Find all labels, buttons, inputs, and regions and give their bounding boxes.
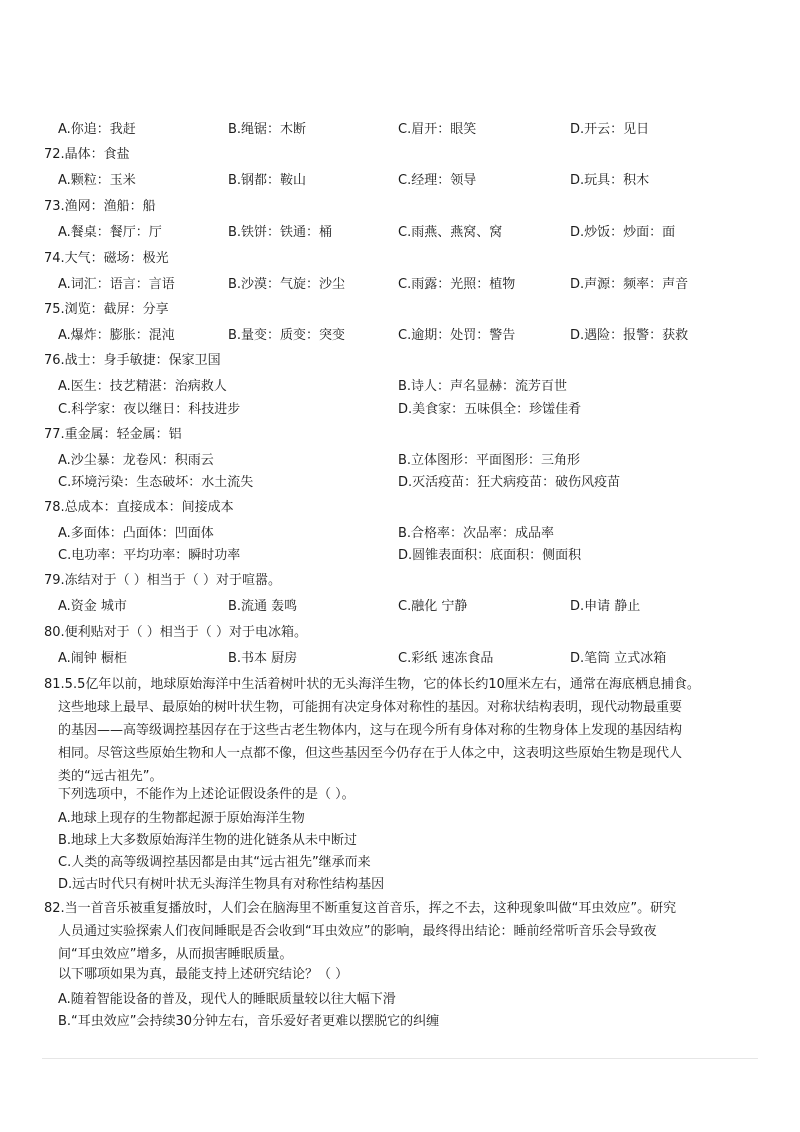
q75-option-b: B.量变：质变：突变 <box>228 328 346 343</box>
q81-prompt: 下列选项中，不能作为上述论证假设条件的是（ ）。 <box>58 787 355 802</box>
q81-stem-line-1: 81.5.5亿年以前，地球原始海洋中生活着树叶状的无头海洋生物，它的体长约10厘米左右，通常在海底栖息捕食。 <box>44 677 700 692</box>
q76-option-b: B.诗人：声名显赫：流芳百世 <box>398 379 568 394</box>
q73-option-d: D.炒饭：炒面：面 <box>570 225 676 240</box>
q72-option-d: D.玩具：积木 <box>570 173 650 188</box>
q76-option-a: A.医生：技艺精湛：治病救人 <box>58 379 227 394</box>
q77-option-d: D.灭活疫苗：狂犬病疫苗：破伤风疫苗 <box>398 475 621 490</box>
q77-option-c: C.环境污染：生态破坏：水土流失 <box>58 475 254 490</box>
q80-option-a: A.闹钟 橱柜 <box>58 651 127 666</box>
q80-option-c: C.彩纸 速冻食品 <box>398 651 494 666</box>
q78-stem: 78.总成本：直接成本：间接成本 <box>44 500 234 515</box>
q72-option-b: B.钢都：鞍山 <box>228 173 307 188</box>
q80-option-b: B.书本 厨房 <box>228 651 298 666</box>
q72-option-c: C.经理：领导 <box>398 173 477 188</box>
q80-stem: 80.便利贴对于（ ）相当于（ ）对于电冰箱。 <box>44 625 307 640</box>
q77-stem: 77.重金属：轻金属：铝 <box>44 427 182 442</box>
q82-option-b: B.“耳虫效应”会持续30分钟左右，音乐爱好者更难以摆脱它的纠缠 <box>58 1014 440 1029</box>
q82-stem-line-1: 82.当一首音乐被重复播放时，人们会在脑海里不断重复这首音乐，挥之不去，这种现象叫做“耳虫效应”。研究 <box>44 901 677 916</box>
q75-option-a: A.爆炸：膨胀：混沌 <box>58 328 175 343</box>
q79-option-a: A.资金 城市 <box>58 599 127 614</box>
q72-option-a: A.颗粒：玉米 <box>58 173 136 188</box>
q78-option-d: D.圆锥表面积：底面积：侧面积 <box>398 548 582 563</box>
q79-option-d: D.申请 静止 <box>570 599 641 614</box>
q74-option-a: A.词汇：语言：言语 <box>58 277 175 292</box>
q79-option-c: C.融化 宁静 <box>398 599 468 614</box>
q81-stem-line-4: 相同。尽管这些原始生物和人一点都不像，但这些基因至今仍存在于人体之中，这表明这些原始生物是现代人 <box>58 746 683 761</box>
q75-option-d: D.遇险：报警：获救 <box>570 328 689 343</box>
q71-option-c: C.眉开：眼笑 <box>398 122 477 137</box>
q73-option-c: C.雨燕、燕窝、窝 <box>398 225 503 240</box>
q73-stem: 73.渔网：渔船：船 <box>44 199 156 214</box>
q82-option-a: A.随着智能设备的普及，现代人的睡眠质量较以往大幅下滑 <box>58 992 396 1007</box>
q76-option-d: D.美食家：五味俱全：珍馐佳肴 <box>398 402 582 417</box>
q75-stem: 75.浏览：截屏：分享 <box>44 302 169 317</box>
q81-option-b: B.地球上大多数原始海洋生物的进化链条从未中断过 <box>58 833 358 848</box>
q77-option-a: A.沙尘暴：龙卷风：积雨云 <box>58 453 214 468</box>
q74-stem: 74.大气：磁场：极光 <box>44 251 169 266</box>
q76-option-c: C.科学家：夜以继日：科技进步 <box>58 402 241 417</box>
q77-option-b: B.立体图形：平面图形：三角形 <box>398 453 581 468</box>
q78-option-a: A.多面体：凸面体：凹面体 <box>58 526 214 541</box>
q76-stem: 76.战士：身手敏捷：保家卫国 <box>44 353 221 368</box>
q75-option-c: C.逾期：处罚：警告 <box>398 328 516 343</box>
q81-stem-line-5: 类的“远古祖先”。 <box>58 769 163 784</box>
q71-option-b: B.绳锯：木断 <box>228 122 307 137</box>
q81-option-d: D.远古时代只有树叶状无头海洋生物具有对称性结构基因 <box>58 877 385 892</box>
q74-option-d: D.声源：频率：声音 <box>570 277 689 292</box>
q72-stem: 72.晶体：食盐 <box>44 147 130 162</box>
q81-option-c: C.人类的高等级调控基因都是由其“远古祖先”继承而来 <box>58 855 371 870</box>
q79-option-b: B.流通 轰鸣 <box>228 599 298 614</box>
q71-option-a: A.你追：我赶 <box>58 122 136 137</box>
q82-stem-line-3: 间“耳虫效应”增多，从而损害睡眠质量。 <box>58 947 293 962</box>
q81-option-a: A.地球上现存的生物都起源于原始海洋生物 <box>58 811 305 826</box>
q80-option-d: D.笔筒 立式冰箱 <box>570 651 667 666</box>
q71-option-d: D.开云：见日 <box>570 122 650 137</box>
q74-option-c: C.雨露：光照：植物 <box>398 277 516 292</box>
q78-option-b: B.合格率：次品率：成品率 <box>398 526 555 541</box>
q73-option-a: A.餐桌：餐厅：厅 <box>58 225 162 240</box>
q74-option-b: B.沙漠：气旋：沙尘 <box>228 277 346 292</box>
q73-option-b: B.铁饼：铁通：桶 <box>228 225 333 240</box>
q79-stem: 79.冻结对于（ ）相当于（ ）对于喧嚣。 <box>44 573 281 588</box>
q82-prompt: 以下哪项如果为真，最能支持上述研究结论？（ ） <box>58 967 349 982</box>
q81-stem-line-3: 的基因——高等级调控基因存在于这些古老生物体内，这与在现今所有身体对称的生物身体上发现的基因结构 <box>58 723 683 738</box>
footer-divider <box>42 1058 758 1059</box>
q81-stem-line-2: 这些地球上最早、最原始的树叶状生物，可能拥有决定身体对称性的基因。对称状结构表明，现代动物最重要 <box>58 700 683 715</box>
q78-option-c: C.电功率：平均功率：瞬时功率 <box>58 548 241 563</box>
q82-stem-line-2: 人员通过实验探索人们夜间睡眠是否会收到“耳虫效应”的影响，最终得出结论：睡前经常听音乐会导致夜 <box>58 924 657 939</box>
